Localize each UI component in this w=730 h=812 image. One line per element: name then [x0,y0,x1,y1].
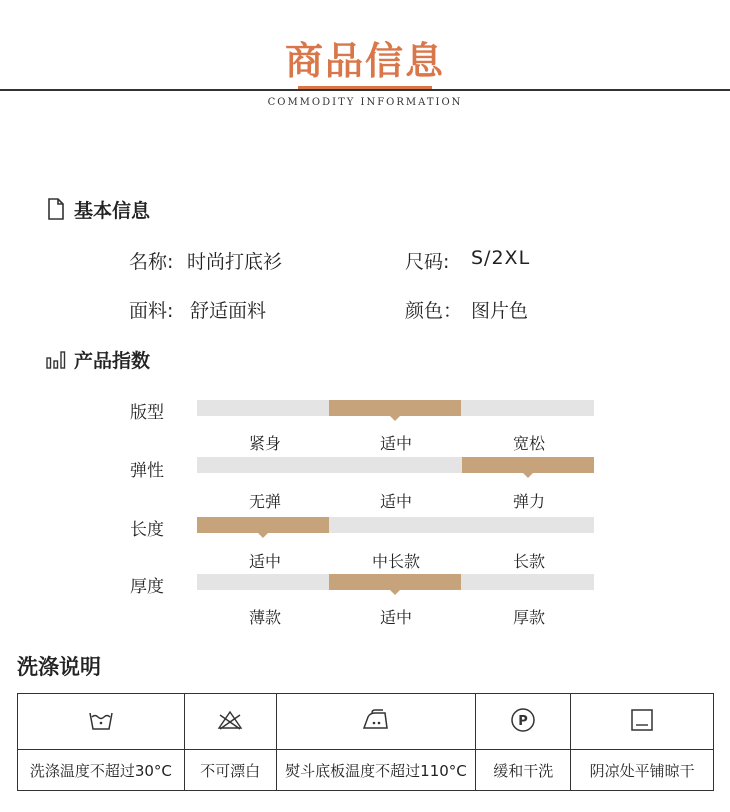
wash-instructions-title: 洗涤说明 [17,655,101,679]
wash-label: 熨斗底板温度不超过110°C [276,750,476,791]
product-index-title: 产品指数 [74,350,151,372]
svg-text:P: P [518,713,529,729]
index-option: 薄款 [248,608,281,627]
index-bar-track [197,517,594,533]
index-bar-track [197,457,594,473]
color-value: 图片色 [471,300,529,322]
index-option: 适中 [379,492,412,511]
index-bar-track [197,400,594,416]
page-title: 商品信息 [284,38,445,83]
index-bar-fill [462,457,594,473]
title-divider [0,89,730,91]
index-option: 弹力 [512,492,545,511]
document-icon [47,198,65,224]
size-value: S/2XL [471,247,531,269]
wash-icon-cell [184,694,276,750]
color-label: 颜色： [405,300,463,322]
index-option: 中长款 [371,552,420,571]
index-row-label: 版型 [130,403,164,423]
iron-icon [361,716,391,735]
wash-icon-cell [276,694,476,750]
index-row-label: 弹性 [130,461,164,481]
basic-info-title: 基本信息 [74,200,151,222]
index-bar-fill [329,574,461,590]
page-subtitle: COMMODITY INFORMATION [267,97,463,108]
index-option: 适中 [379,434,412,453]
index-bar-track [197,574,594,590]
wash-label: 洗涤温度不超过30°C [18,750,185,791]
no-bleach-icon [216,716,244,735]
shade-dry-flat-icon [630,717,654,736]
fabric-value: 舒适面料 [190,300,267,322]
index-bar-fill [329,400,461,416]
index-row-label: 长度 [130,520,164,540]
wash-label: 阴凉处平铺晾干 [571,750,714,791]
dry-clean-p-icon [510,713,536,737]
size-label: 尺码: [405,251,450,273]
index-row-label: 厚度 [130,577,164,597]
wash-basin-icon [88,716,114,735]
wash-label: 缓和干洗 [476,750,571,791]
index-option: 适中 [248,552,281,571]
index-option: 长款 [512,552,545,571]
index-option: 宽松 [512,434,545,453]
index-option: 适中 [379,608,412,627]
name-value: 时尚打底衫 [187,251,283,273]
index-option: 无弹 [248,492,281,511]
fabric-label: 面料: [129,300,174,322]
wash-icon-cell [571,694,714,750]
wash-icon-cell [18,694,185,750]
title-accent-line [298,86,432,89]
wash-label: 不可漂白 [184,750,276,791]
index-option: 紧身 [248,434,281,453]
name-label: 名称: [129,251,174,273]
bar-chart-icon [46,349,66,373]
wash-icon-cell [476,694,571,750]
wash-instructions-table [17,693,714,791]
index-option: 厚款 [512,608,545,627]
index-bar-fill [197,517,329,533]
